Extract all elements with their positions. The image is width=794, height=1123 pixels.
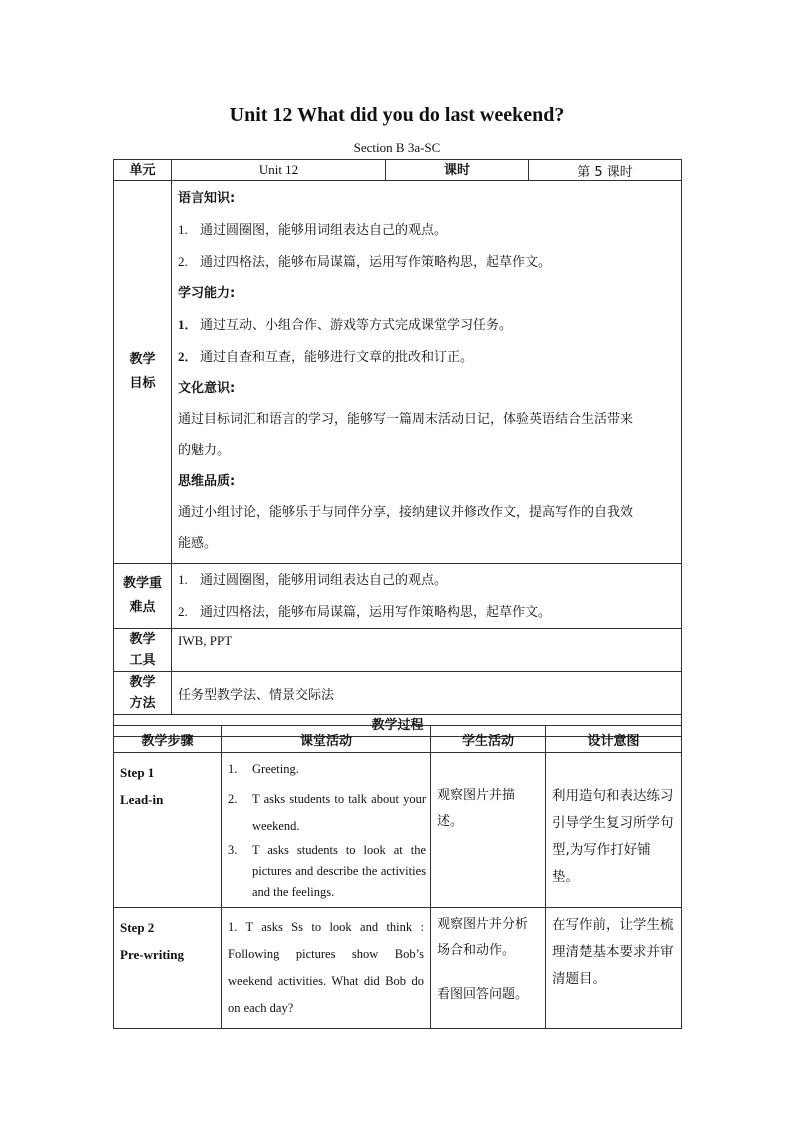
col-header-activity: 课堂活动: [222, 726, 431, 753]
period-label: 课时: [386, 160, 529, 181]
activity-item: 3. T asks students to look at the pictures and describe the activities and the feelings.: [228, 843, 426, 899]
lang-item: 1. 通过圆圈图，能够用词组表达自己的观点。: [178, 222, 448, 238]
step1-name: Lead-in: [120, 792, 164, 807]
culture-heading: 文化意识:: [178, 381, 236, 396]
period-value: 第 5 课时: [529, 160, 682, 181]
key-points-content: [172, 564, 682, 629]
process-title: 教学过程: [114, 715, 682, 737]
thinking-heading: 思维品质:: [178, 474, 236, 489]
step1-number: Step 1: [120, 765, 155, 780]
col-header-student: 学生活动: [431, 726, 546, 753]
step2-student-line: 观察图片并分析场合和动作。: [437, 917, 529, 958]
step2-student-line: 看图回答问题。: [437, 987, 529, 1002]
unit-value: Unit 12: [172, 160, 386, 181]
thinking-text: 能感。: [178, 536, 218, 551]
process-row-step2: [114, 908, 682, 1029]
step2-activity: 1. T asks Ss to look and think : Following pictures show Bob’s weekend activities. What did Bob do on each day?: [222, 908, 431, 1029]
tools-label: 教学工具: [114, 629, 172, 672]
objectives-content: [172, 181, 682, 564]
methods-value: 任务型教学法、情景交际法: [172, 672, 682, 715]
key-points-label: 教学重难点: [114, 564, 172, 629]
process-row-step1: [114, 753, 682, 908]
activity-item: 1. Greeting.: [228, 762, 299, 776]
document-title: Unit 12 What did you do last weekend?: [229, 104, 565, 126]
lang-heading: 语言知识:: [178, 191, 236, 206]
ability-heading: 学习能力:: [178, 286, 236, 301]
step2-name: Pre-writing: [120, 947, 185, 962]
process-header-row: [114, 726, 682, 753]
unit-label: 单元: [114, 160, 172, 181]
key-point-item: 1. 通过圆圈图，能够用词组表达自己的观点。: [178, 572, 448, 588]
objectives-label: 教学目标: [114, 181, 172, 564]
objectives-row: [114, 181, 682, 564]
col-header-step: 教学步骤: [114, 726, 222, 753]
methods-label: 教学方法: [114, 672, 172, 715]
ability-item: 1． 通过互动、小组合作、游戏等方式完成课堂学习任务。: [178, 317, 513, 333]
step2-cell: [114, 908, 222, 1029]
step1-cell: [114, 753, 222, 908]
step2-design: 在写作前，让学生梳理清楚基本要求并审清题目。: [546, 908, 682, 1029]
tools-value: IWB, PPT: [172, 629, 682, 672]
key-points-row: [114, 564, 682, 629]
lesson-plan-table: [113, 159, 682, 737]
process-table: [113, 725, 682, 1029]
lang-item: 2. 通过四格法，能够布局谋篇，运用写作策略构思，起草作文。: [178, 254, 552, 270]
step1-student: 观察图片并描述。: [431, 753, 546, 908]
step1-design: 利用造句和表达练习引导学生复习所学句型,为写作打好铺垫。: [546, 753, 682, 908]
tools-row: [114, 629, 682, 672]
step2-number: Step 2: [120, 920, 155, 935]
unit-row: [114, 160, 682, 181]
thinking-text: 通过小组讨论，能够乐于与同伴分享，接纳建议并修改作文，提高写作的自我效: [178, 505, 634, 520]
culture-text: 通过目标词汇和语言的学习，能够写一篇周末活动日记，体验英语结合生活带来: [178, 412, 634, 427]
key-point-item: 2. 通过四格法，能够布局谋篇，运用写作策略构思，起草作文。: [178, 604, 552, 620]
methods-row: [114, 672, 682, 715]
ability-item: 2． 通过自查和互查，能够进行文章的批改和订正。: [178, 349, 474, 365]
col-header-design: 设计意图: [546, 726, 682, 753]
culture-text: 的魅力。: [178, 443, 231, 458]
activity-item: 2. T asks students to talk about your weekend.: [228, 792, 426, 833]
step2-student: [431, 908, 546, 1029]
document-subtitle: Section B 3a-SC: [353, 140, 441, 155]
step1-activities: [222, 753, 431, 908]
